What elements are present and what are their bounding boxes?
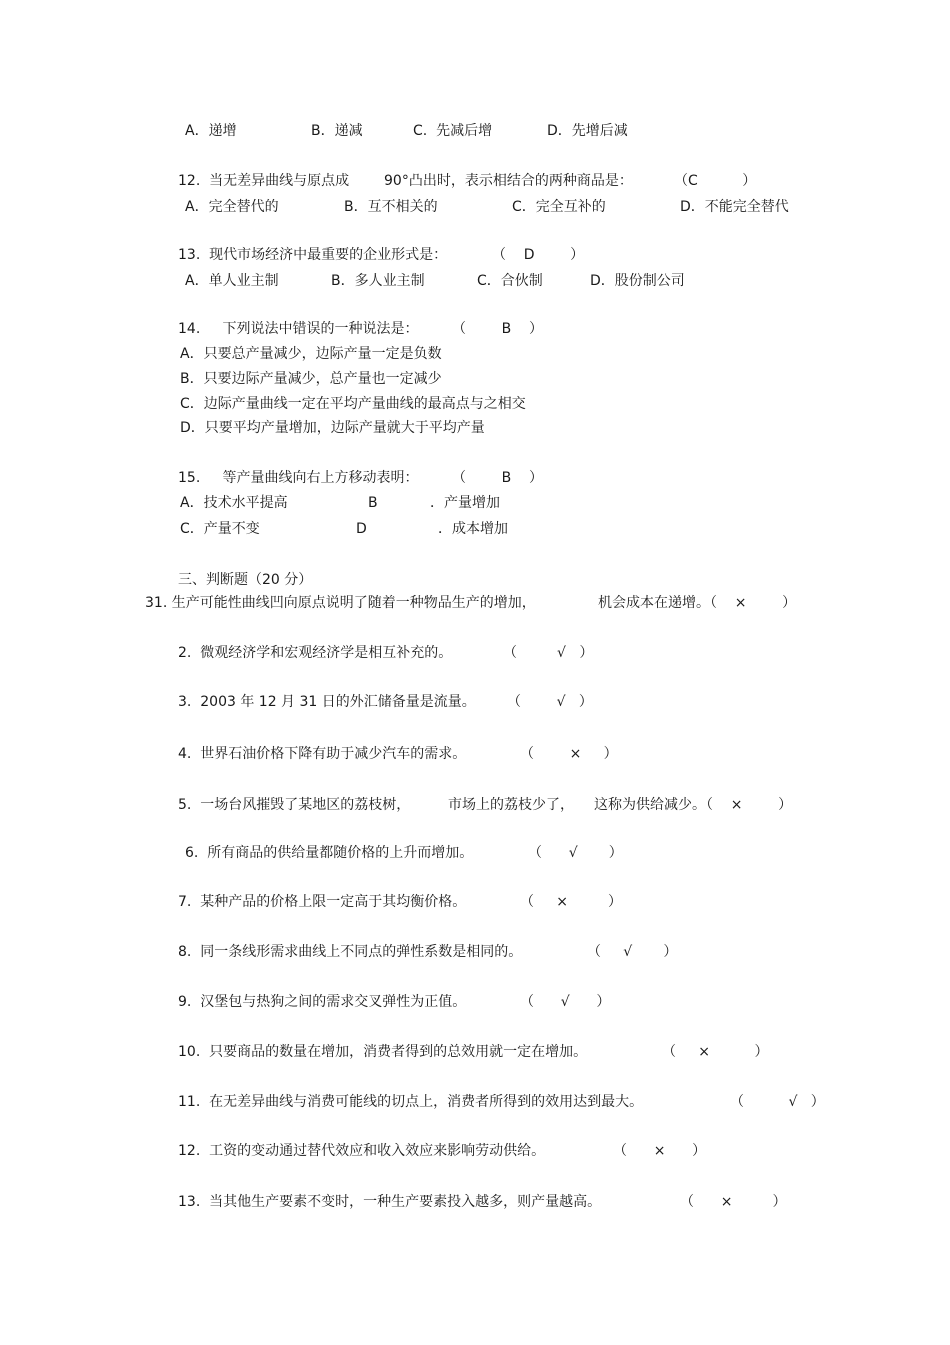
q12-stem-cont: 90°凸出时，表示相结合的两种商品是：: [384, 173, 633, 189]
q14-option-c: C．边际产量曲线一定在平均产量曲线的最高点与之相交: [180, 396, 526, 412]
judge-item-3-text: 3. 2003 年 12 月 31 日的外汇储备量是流量。: [178, 694, 476, 710]
q13-answer: （ D ）: [492, 247, 585, 263]
q15-option-a: A．技术水平提高: [180, 495, 288, 511]
q15-option-c: C．产量不变: [180, 521, 260, 537]
judge-item-9-text: 9. 汉堡包与热狗之间的需求交叉弹性为正值。: [178, 994, 467, 1010]
judge-item-13-answer: （ × ）: [680, 1194, 787, 1210]
q12-option-a: A．完全替代的: [185, 199, 279, 215]
q12-stem: 12. 当无差异曲线与原点成: [178, 173, 350, 189]
q11-option-c: C. 先减后增: [413, 123, 493, 139]
judge-item-11-text: 11. 在无差异曲线与消费可能线的切点上，消费者所得到的效用达到最大。: [178, 1094, 644, 1110]
q14-answer: （ B ）: [452, 321, 544, 337]
judge-item-11-answer: （ √ ）: [730, 1094, 825, 1110]
q15-stem: 15. 等产量曲线向右上方移动表明：: [178, 470, 419, 486]
q11-option-b: B．递减: [311, 123, 363, 139]
q15-answer: （ B ）: [452, 470, 544, 486]
judge-item-4-text: 4. 世界石油价格下降有助于减少汽车的需求。: [178, 746, 467, 762]
judge-item-12-text: 12. 工资的变动通过替代效应和收入效应来影响劳动供给。: [178, 1143, 546, 1159]
q15-option-b-letter: B: [368, 495, 378, 511]
q15-option-d-text: ．成本增加: [438, 521, 508, 537]
judge-item-13-text: 13. 当其他生产要素不变时，一种生产要素投入越多，则产量越高。: [178, 1194, 602, 1210]
judge-item-2-text: 2. 微观经济学和宏观经济学是相互补充的。: [178, 645, 453, 661]
judge-item-5-text: 5. 一场台风摧毁了某地区的荔枝树，: [178, 797, 411, 813]
judge-item-6-answer: （ √ ）: [528, 845, 623, 861]
judge-item-7-answer: （ × ）: [520, 894, 623, 910]
q13-option-a: A．单人业主制: [185, 273, 279, 289]
judge-item-10-answer: （ × ）: [662, 1044, 769, 1060]
q13-option-d: D．股份制公司: [590, 273, 685, 289]
judge-item-3-answer: （ √ ）: [507, 694, 593, 710]
section3-heading: 三、判断题（20 分）: [178, 572, 313, 588]
q12-option-d: D．不能完全替代: [680, 199, 789, 215]
judge-item-8-text: 8. 同一条线形需求曲线上不同点的弹性系数是相同的。: [178, 944, 523, 960]
q13-option-b: B．多人业主制: [331, 273, 425, 289]
judge-item-9-answer: （ √ ）: [520, 994, 611, 1010]
q12-option-c: C．完全互补的: [512, 199, 606, 215]
judge-item-5-answer: 这称为供给减少。（ × ）: [594, 797, 793, 813]
judge-item-1-text: 31. 生产可能性曲线凹向原点说明了随着一种物品生产的增加，: [145, 595, 536, 611]
judge-item-6-text: 6. 所有商品的供给量都随价格的上升而增加。: [185, 845, 474, 861]
q11-option-d: D．先增后减: [547, 123, 628, 139]
judge-item-10-text: 10. 只要商品的数量在增加，消费者得到的总效用就一定在增加。: [178, 1044, 588, 1060]
q15-option-d-letter: D: [356, 521, 367, 537]
judge-item-5-cont: 市场上的荔枝少了，: [448, 797, 574, 813]
q14-option-d: D．只要平均产量增加，边际产量就大于平均产量: [180, 420, 485, 436]
q12-answer: （C ）: [674, 173, 757, 189]
q14-stem: 14. 下列说法中错误的一种说法是：: [178, 321, 419, 337]
judge-item-1-answer: 机会成本在递增。（ × ）: [598, 595, 797, 611]
judge-item-12-answer: （ × ）: [613, 1143, 707, 1159]
q12-option-b: B．互不相关的: [344, 199, 438, 215]
q14-option-b: B．只要边际产量减少，总产量也一定减少: [180, 371, 442, 387]
judge-item-8-answer: （ √ ）: [587, 944, 678, 960]
q13-stem: 13. 现代市场经济中最重要的企业形式是：: [178, 247, 448, 263]
judge-item-7-text: 7. 某种产品的价格上限一定高于其均衡价格。: [178, 894, 467, 910]
judge-item-2-answer: （ √ ）: [503, 645, 594, 661]
q11-option-a: A．递增: [185, 123, 237, 139]
q15-option-b-text: ．产量增加: [430, 495, 500, 511]
judge-item-4-answer: （ × ）: [520, 746, 618, 762]
q13-option-c: C．合伙制: [477, 273, 543, 289]
q14-option-a: A．只要总产量减少，边际产量一定是负数: [180, 346, 442, 362]
